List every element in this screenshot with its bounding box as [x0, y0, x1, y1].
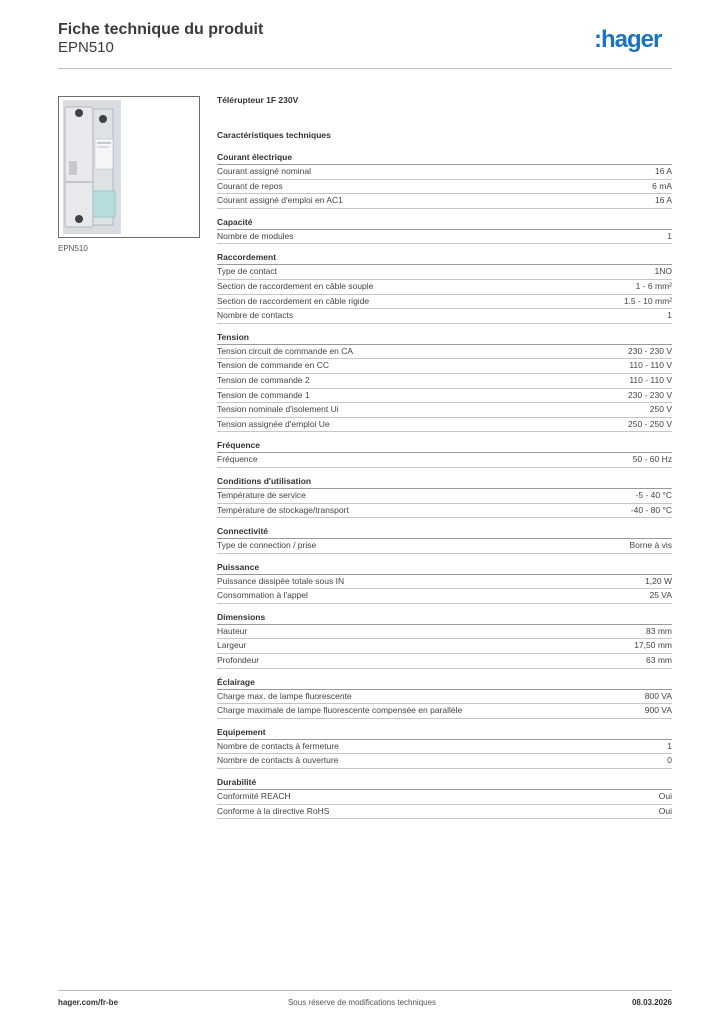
- spec-value: Borne à vis: [629, 540, 672, 551]
- spec-label: Tension de commande 1: [217, 389, 310, 400]
- spec-row: [217, 309, 672, 324]
- section-heading: Capacité: [217, 217, 672, 230]
- section-heading: Conditions d'utilisation: [217, 476, 672, 489]
- spec-row: [217, 280, 672, 295]
- spec-label: Tension de commande 2: [217, 374, 310, 385]
- section-heading: Raccordement: [217, 252, 672, 265]
- section-heading: Fréquence: [217, 440, 672, 453]
- spec-row: [217, 625, 672, 640]
- spec-label: Nombre de contacts: [217, 310, 294, 321]
- spec-label: Section de raccordement en câble rigide: [217, 295, 370, 306]
- spec-row: [217, 704, 672, 719]
- spec-value: 1: [667, 740, 672, 751]
- spec-label: Nombre de contacts à ouverture: [217, 755, 339, 766]
- spec-value: 63 mm: [646, 655, 672, 666]
- footer-website: hager.com/fr-be: [58, 998, 119, 1007]
- spec-value: 250 V: [649, 404, 672, 415]
- spec-value: Oui: [658, 791, 672, 802]
- spec-value: 83 mm: [646, 625, 672, 636]
- spec-label: Température de stockage/transport: [217, 504, 349, 515]
- product-code: EPN510: [58, 39, 114, 56]
- page-title: Fiche technique du produit: [58, 21, 264, 38]
- spec-row: [217, 295, 672, 310]
- spec-value: 16 A: [654, 166, 672, 176]
- product-image: [58, 96, 200, 238]
- spec-value: 1.5 - 10 mm²: [623, 295, 672, 306]
- spec-section: [217, 476, 672, 518]
- spec-value: 1: [667, 310, 672, 321]
- spec-label: Conforme à la directive RoHS: [217, 805, 330, 816]
- spec-sheet: [217, 95, 672, 819]
- spec-row: [217, 539, 672, 554]
- spec-label: Section de raccordement en câble souple: [217, 280, 374, 291]
- spec-label: Charge maximale de lampe fluorescente compensée en parallèle: [217, 705, 463, 716]
- spec-section: [217, 677, 672, 719]
- characteristics-title: Caractéristiques techniques: [217, 130, 331, 140]
- spec-value: 1,20 W: [645, 575, 672, 586]
- spec-row: [217, 265, 672, 280]
- spec-value: 1: [667, 230, 672, 241]
- section-heading: Equipement: [217, 727, 672, 740]
- section-heading: Puissance: [217, 562, 672, 575]
- spec-value: 16 A: [654, 195, 672, 206]
- spec-value: 230 - 230 V: [628, 345, 672, 356]
- spec-section: [217, 562, 672, 604]
- spec-value: 900 VA: [644, 705, 672, 716]
- spec-row: [217, 790, 672, 805]
- spec-row: [217, 504, 672, 519]
- spec-label: Conformité REACH: [217, 791, 291, 802]
- section-heading: Tension: [217, 332, 672, 345]
- spec-section: [217, 152, 672, 209]
- product-title: Télérupteur 1F 230V: [217, 95, 299, 105]
- spec-value: 250 - 250 V: [628, 418, 672, 429]
- spec-row: [217, 230, 672, 245]
- spec-value: 0: [667, 755, 672, 766]
- spec-label: Courant assigné d'emploi en AC1: [217, 195, 343, 206]
- spec-value: 50 - 60 Hz: [632, 454, 672, 465]
- spec-label: Hauteur: [217, 625, 248, 636]
- spec-row: [217, 639, 672, 654]
- spec-section: [217, 252, 672, 323]
- spec-row: [217, 690, 672, 705]
- spec-label: Fréquence: [217, 454, 258, 465]
- spec-value: 6 mA: [652, 180, 672, 191]
- spec-label: Charge max. de lampe fluorescente: [217, 690, 352, 701]
- spec-value: 230 - 230 V: [628, 389, 672, 400]
- spec-label: Nombre de modules: [217, 230, 294, 241]
- spec-row: [217, 418, 672, 433]
- spec-row: [217, 575, 672, 590]
- spec-label: Nombre de contacts à fermeture: [217, 740, 339, 751]
- spec-section: [217, 217, 672, 245]
- spec-label: Tension nominale d'isolement Ui: [217, 404, 339, 415]
- section-heading: Durabilité: [217, 777, 672, 790]
- spec-value: 1NO: [654, 266, 672, 277]
- spec-label: Température de service: [217, 489, 306, 500]
- footer-disclaimer: Sous réserve de modifications techniques: [287, 998, 437, 1007]
- spec-label: Courant assigné nominal: [217, 166, 312, 176]
- spec-section: [217, 440, 672, 468]
- spec-sections: [217, 152, 672, 819]
- spec-row: [217, 180, 672, 195]
- footer-date: 08.03.2026: [631, 998, 672, 1007]
- spec-section: [217, 526, 672, 554]
- section-heading: Éclairage: [217, 677, 672, 690]
- spec-row: [217, 654, 672, 669]
- section-heading: Connectivité: [217, 526, 672, 539]
- spec-row: [217, 345, 672, 360]
- spec-section: [217, 777, 672, 819]
- spec-value: 1 - 6 mm²: [635, 280, 672, 291]
- spec-label: Puissance dissipée totale sous IN: [217, 575, 345, 586]
- spec-label: Consommation à l'appel: [217, 590, 308, 601]
- spec-label: Type de connection / prise: [217, 540, 317, 551]
- spec-value: 25 VA: [649, 590, 672, 601]
- spec-value: 110 - 110 V: [629, 374, 672, 385]
- spec-row: [217, 453, 672, 468]
- spec-label: Profondeur: [217, 655, 260, 666]
- section-heading: Dimensions: [217, 612, 672, 625]
- product-illustration: [59, 97, 199, 237]
- spec-row: [217, 589, 672, 604]
- spec-row: [217, 374, 672, 389]
- spec-label: Largeur: [217, 640, 247, 651]
- spec-section: [217, 727, 672, 769]
- section-heading: Courant électrique: [217, 152, 672, 165]
- header-divider: [58, 68, 672, 69]
- spec-row: [217, 359, 672, 374]
- spec-section: [217, 612, 672, 669]
- spec-label: Type de contact: [217, 266, 278, 277]
- spec-row: [217, 403, 672, 418]
- spec-label: Tension de commande en CC: [217, 360, 329, 371]
- spec-row: [217, 754, 672, 769]
- footer-divider: [58, 990, 672, 991]
- spec-label: Tension assignée d'emploi Ue: [217, 418, 330, 429]
- spec-value: 800 VA: [644, 690, 672, 701]
- spec-row: [217, 805, 672, 820]
- spec-value: Oui: [658, 805, 672, 816]
- spec-row: [217, 194, 672, 209]
- spec-value: -40 - 80 °C: [630, 504, 672, 515]
- image-caption: EPN510: [58, 244, 88, 253]
- hager-logo: :hager: [594, 26, 662, 53]
- spec-row: [217, 489, 672, 504]
- spec-row: [217, 165, 672, 180]
- spec-label: Tension circuit de commande en CA: [217, 345, 354, 356]
- spec-value: 110 - 110 V: [629, 360, 672, 371]
- spec-section: [217, 332, 672, 433]
- spec-row: [217, 740, 672, 755]
- spec-value: 17,50 mm: [634, 640, 672, 651]
- spec-value: -5 - 40 °C: [635, 489, 672, 500]
- spec-label: Courant de repos: [217, 180, 283, 191]
- spec-row: [217, 389, 672, 404]
